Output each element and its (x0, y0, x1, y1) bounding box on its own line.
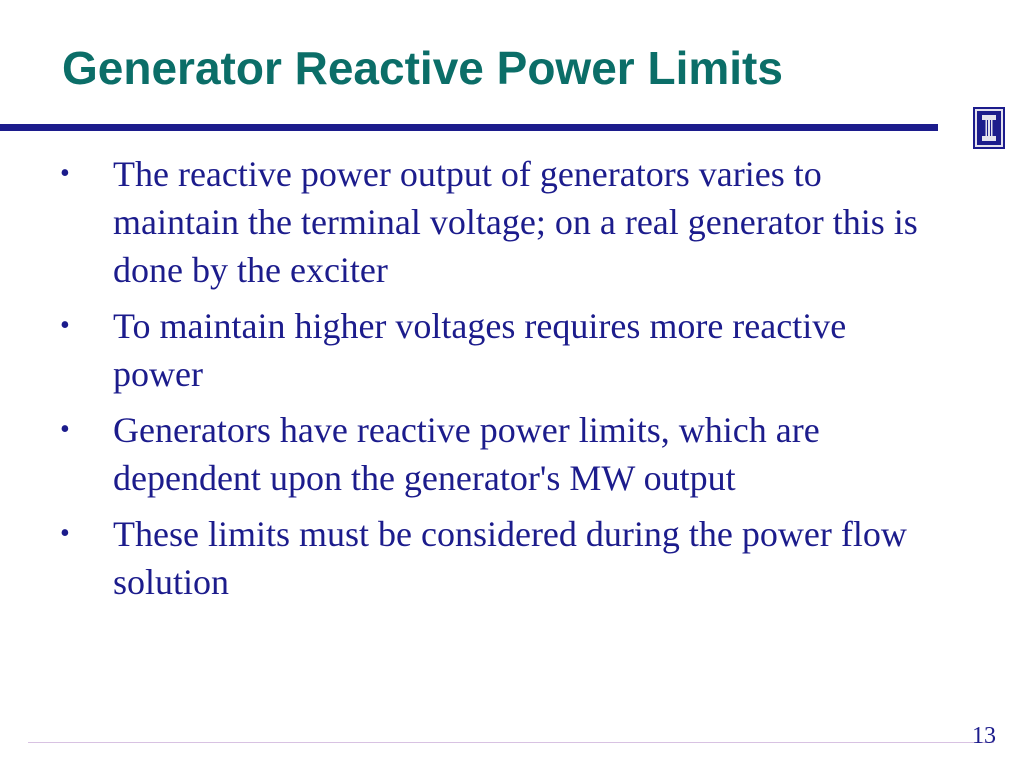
title-divider (0, 124, 938, 131)
bullet-text: To maintain higher voltages requires more reactive power (113, 306, 847, 394)
bullet-text: These limits must be considered during the power flow solution (113, 514, 907, 602)
university-logo-icon (973, 107, 1005, 149)
bullet-marker: • (60, 310, 70, 341)
page-number: 13 (972, 723, 996, 749)
slide-title: Generator Reactive Power Limits (62, 42, 783, 94)
bullet-item (0, 510, 1024, 606)
bullet-marker: • (60, 158, 70, 189)
bullet-marker: • (60, 518, 70, 549)
bullet-item (0, 302, 1024, 398)
bullet-marker: • (60, 414, 70, 445)
bullet-list (0, 150, 1024, 614)
footer-divider (28, 742, 994, 743)
bullet-item (0, 150, 1024, 294)
bullet-item (0, 406, 1024, 502)
bullet-text: Generators have reactive power limits, which are dependent upon the generator's MW output (113, 410, 820, 498)
bullet-text: The reactive power output of generators varies to maintain the terminal voltage; on a real generator this is done by the exciter (113, 154, 918, 290)
